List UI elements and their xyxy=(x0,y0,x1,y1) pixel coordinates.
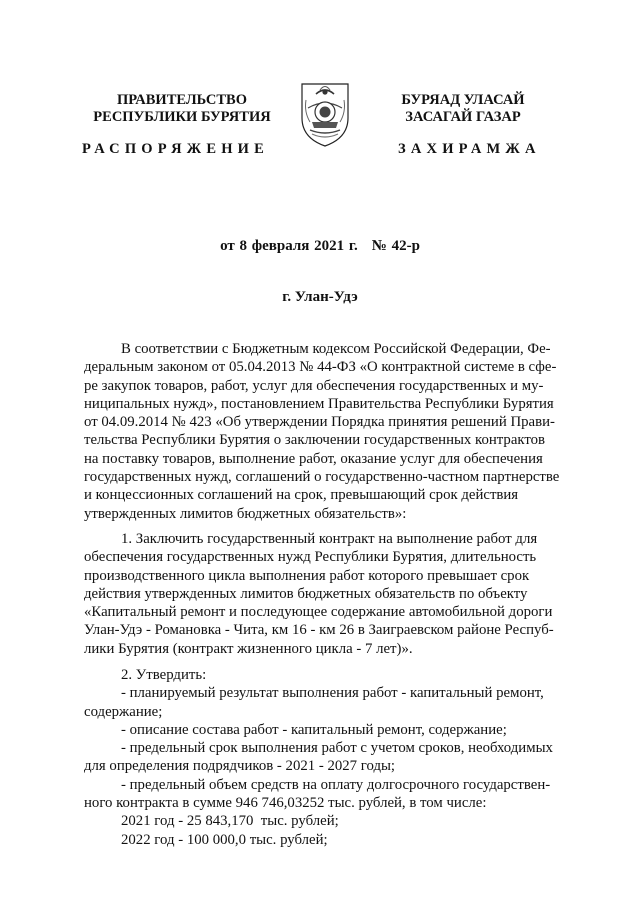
text-line: - предельный срок выполнения работ с учетом сроков, необходимых xyxy=(121,740,553,757)
item-1-paragraph xyxy=(84,530,574,658)
text-line: Улан-Удэ - Романовка - Чита, км 16 - км 26 в Заиграевском районе Респуб- xyxy=(84,622,554,639)
header-line: ПРАВИТЕЛЬСТВО xyxy=(117,92,247,108)
order-number: № 42-р xyxy=(371,238,420,254)
text-line: производственного цикла выполнения работ которого превышает срок xyxy=(84,567,530,584)
text-line: 2022 год - 100 000,0 тыс. рублей; xyxy=(121,831,328,848)
text-line: - описание состава работ - капитальный ремонт, содержание; xyxy=(121,721,507,738)
text-line: ниципальных нужд», постановлением Правительства Республики Бурятия xyxy=(84,395,554,412)
text-line: содержание; xyxy=(84,703,163,720)
header-line: ЗАСАГАЙ ГАЗАР xyxy=(405,109,521,125)
doc-type-russian: РАСПОРЯЖЕНИЕ xyxy=(82,141,270,157)
text-line: - предельный объем средств на оплату долгосрочного государствен- xyxy=(121,776,551,793)
order-date: от 8 февраля 2021 г. xyxy=(220,238,358,254)
text-line: государственных нужд, соглашений о государственно-частном партнерстве xyxy=(84,469,560,486)
coat-of-arms-emblem xyxy=(298,78,352,148)
text-line: на поставку товаров, выполнение работ, оказание услуг для обеспечения xyxy=(84,450,543,467)
text-line: и концессионных соглашений на срок, превышающий срок действия xyxy=(84,487,519,504)
text-line: В соответствии с Бюджетным кодексом Российской Федерации, Фе- xyxy=(121,341,551,357)
text-line: 1. Заключить государственный контракт на выполнение работ для xyxy=(121,531,538,547)
text-line: действия утвержденных лимитов бюджетных обязательств по объекту xyxy=(84,585,528,602)
text-line: обеспечения государственных нужд Республики Бурятия, длительность xyxy=(84,549,537,566)
text-line: ного контракта в сумме 946 746,03252 тыс. рублей, в том числе: xyxy=(84,795,487,812)
text-line: лики Бурятия (контракт жизненного цикла - 7 лет)». xyxy=(84,640,413,657)
order-city: г. Улан-Удэ xyxy=(282,289,358,305)
header-line: БУРЯАД УЛАСАЙ xyxy=(401,92,525,108)
text-line: тельства Республики Бурятия о заключении государственных контрактов xyxy=(84,432,546,449)
item-2-title: 2. Утвердить: xyxy=(121,667,207,683)
text-line: - планируемый результат выполнения работ - капитальный ремонт, xyxy=(121,685,544,702)
government-name-buryat xyxy=(378,92,548,126)
text-line: ре закупок товаров, работ, услуг для обеспечения государственных и му- xyxy=(84,377,544,394)
doc-type-buryat: ЗАХИРАМЖА xyxy=(398,141,541,157)
text-line: утвержденных лимитов бюджетных обязательств»: xyxy=(84,505,407,522)
text-line: «Капитальный ремонт и последующее содержание автомобильной дороги xyxy=(84,604,553,621)
text-line: деральным законом от 05.04.2013 № 44-ФЗ «О контрактной системе в сфе- xyxy=(84,359,557,376)
header-line: РЕСПУБЛИКИ БУРЯТИЯ xyxy=(93,109,271,125)
text-line: для определения подрядчиков - 2021 - 2027 годы; xyxy=(84,758,396,775)
text-line: от 04.09.2014 № 423 «Об утверждении Порядка принятия решений Прави- xyxy=(84,414,555,431)
text-line: 2021 год - 25 843,170 тыс. рублей; xyxy=(121,813,339,830)
government-name-russian xyxy=(82,92,282,126)
preamble-paragraph xyxy=(84,340,574,523)
order-date-line xyxy=(0,238,640,255)
item-2-paragraph xyxy=(84,666,574,849)
